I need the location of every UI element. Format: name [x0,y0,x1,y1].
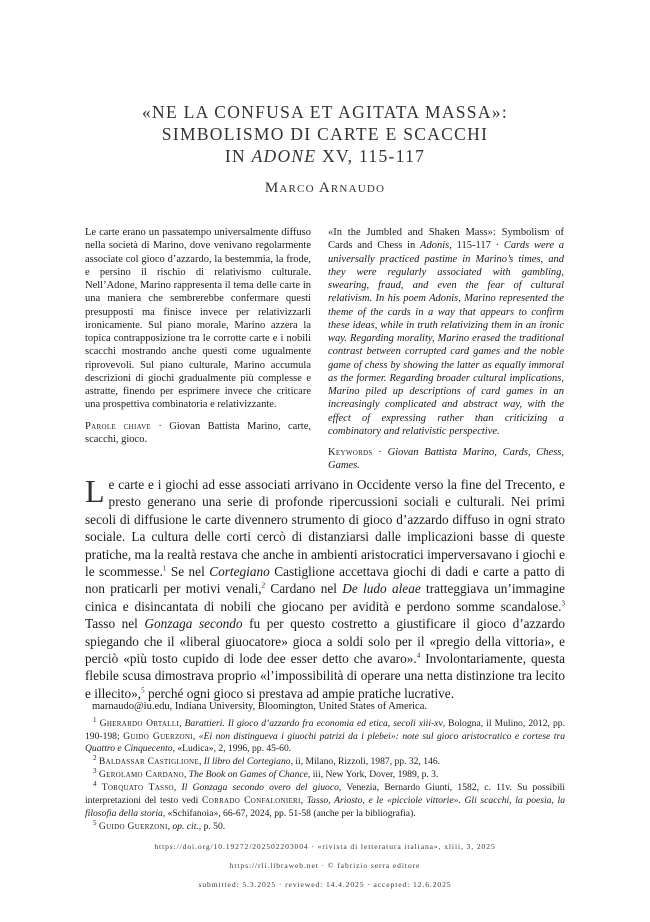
abstract-italian [85,226,311,446]
footnote-ref-3[interactable]: 3 [561,599,565,608]
abstract-english [328,226,564,473]
author-name: Marco Arnaudo [264,180,386,196]
footnote-1 [85,715,566,756]
title-line-3 [0,145,650,167]
footnote-number-5: 5 [93,818,97,827]
footnote-title: The Book on Games of Chance [188,769,308,781]
footnote-author: Guido Guerzoni [98,820,168,832]
footnote-title: op. cit. [172,820,199,832]
title-line-2: SIMBOLISMO DI CARTE E SCACCHI [161,124,489,144]
body-text-5: tratteggiava un’immagine cinica e disincantata di nobili che giocano per avidità e perdono somme scandalose. [85,581,565,614]
body-title-de-ludo-aleae: De ludo aleae [342,581,421,597]
footer-website-line[interactable]: https://rli.libraweb.net · © fabrizio serra editore [229,861,421,870]
title-work-name: ADONE [251,146,317,166]
abstract-italian-text: Le carte erano un passatempo universalmente diffuso nella società di Marino, dove venivano regolarmente associate col gioco d’azzardo, la bestemmia, la frode, e persino il rischio di relativismo culturale. Nell’Adone, Marino rappresenta il tema delle carte in una maniera che sembrerebbe confermare questi presupposti ma finisce invece per relativizzarli ironicamente. Sul piano morale, Marino azzera la topica contrapposizione tra le corrotte carte e i nobili scacchi mostrando anche questi come ugualmente riprovevoli. Sul piano culturale, Marino accumula descrizioni di giochi gradualmente più complesse e astratte, finendo per esprimere invece che criticare una prospettiva combinatoria e relativizzante. [85,227,311,411]
footnote-author: Torquato Tasso [101,782,174,794]
footnote-ref-4[interactable]: 4 [416,651,421,660]
title-line-1: «NE LA CONFUSA ET AGITATA MASSA»: [141,102,508,122]
footnote-sep: , [179,718,185,729]
footnote-details: , Venezia, Bernardo Giunti, 1582, c. 11v. Su possibili interpretazioni del testo vedi [85,782,565,807]
footnote-sep: , [167,820,173,832]
body-title-cortegiano: Cortegiano [209,564,270,580]
body-text-9: perché ogni gioco si prestava ad ampie pratiche lucrative. [144,685,455,701]
article-title [0,101,650,167]
footnote-4 [85,782,565,820]
footnote-author: Corrado Confalonieri [202,795,301,807]
footnote-5 [85,818,565,834]
footnote-2 [85,756,565,769]
footnote-sep: , [173,782,182,794]
footer-doi-line[interactable]: https://doi.org/10.19272/202502203004 · «rivista di letteratura italiana», xliii, 3, 2025 [154,842,496,851]
drop-cap: L [85,473,105,509]
footnote-author: Gerolamo Cardano [98,769,184,781]
footnote-number-4: 4 [93,780,97,789]
footnote-details: , «Schifanoia», 66-67, 2024, pp. 51-58 (anche per la bibliografia). [162,807,416,819]
footnotes [85,715,566,834]
keywords-english-text: Giovan Battista Marino, Cards, Chess, Games. [328,447,565,472]
abstract-english-text: Cards were a universally practiced pastime in Marino’s times, and they were regularly associated with gambling, swearing, fraud, and even the fear of cultural relativism. In his poem Adonis, Marino represented the theme of the cards in a way that appears to confirm these ideas, while in truth relativizing them in an ironic way. Regarding morality, Marino erased the traditional contrast between corrupted card games and the noble game of chess by showing the latter as equally immoral as the former. Regarding broader cultural implications, Marino piled up descriptions of card games in an increasingly complicated and abstract way, with the effect of expressing rather than criticizing a combinatory and relativistic perspective. [328,240,565,437]
footnote-details: , ii, Milano, Rizzoli, 1987, pp. 32, 146. [290,756,441,768]
title-line-3-pre: IN [224,146,252,166]
abstract-english-block [328,226,564,438]
body-text-1: e carte e i giochi ad esse associati arrivano in Occidente verso la fine del Trecento, e presto generano una serie di profonde ripercussioni sociali e culturali. Nei primi secoli di diffusione le carte divennero strumento di gioco d’azzardo diffuso in ogni strato sociale. La cultura delle corti cercò di distanziarsi dalle implicazioni basse di queste pratiche, ma la realtà restava che anche in ambienti aristocratici imperversavano i giochi e le scommesse. [85,477,565,580]
footnote-author: Guido Guerzoni [123,730,193,742]
footnote-details: , «Ludica», 2, 1996, pp. 45-60. [172,743,292,755]
body-text-3: Castiglione accettava giochi di dadi e carte a patto di non praticarli per motivi venali, [85,564,565,597]
keywords-english-label: Keywords [328,447,373,458]
footnote-author: Baldassar Castiglione [98,756,199,768]
body-text-7: fu per questo costretto a giustificare il gioco d’azzardo spiegando che il «liberal giuocatore» gioca a soldi solo per il «pregio della vittoria», e perciò «più tosto cupido di lode dee esser detto che avaro». [85,616,565,667]
footnote-details: , iii, New York, Dover, 1989, p. 3. [307,769,439,781]
footnote-title: «Ei non distingueva i giuochi patrizi da i plebei»: note sul gioco aristocratico e cortese tra Quattro e Cinquecento [85,730,566,755]
footnote-ref-1[interactable]: 1 [162,564,167,573]
keywords-italian-sep: · [151,420,170,432]
footnote-3 [85,769,565,782]
abstract-english-title-post: , 115-117 · [449,240,504,252]
footnote-details: , p. 50. [198,820,226,832]
footnote-title: Il Gonzaga secondo overo del giuoco [181,782,339,794]
title-line-3-post: XV, 115-117 [316,146,426,166]
keywords-italian-label: Parole chiave [85,420,151,432]
footnote-sep: , [300,795,307,807]
keywords-italian [85,420,311,447]
abstract-english-title: «In the Jumbled and Shaken Mass»: Symbolism of Cards and Chess in [328,227,564,252]
body-text-2: Se nel [166,564,210,580]
footnote-title: Il libro del Cortegiano [203,756,291,768]
body-text-4: Cardano nel [265,581,343,597]
footnote-ref-2[interactable]: 2 [261,582,266,591]
abstract-english-title-work: Adonis [420,240,450,252]
keywords-english [328,446,564,473]
author-affiliation: marnaudo@iu.edu, Indiana University, Bloomington, United States of America. [92,701,428,712]
footnote-number-1: 1 [93,715,97,724]
keywords-italian-text: Giovan Battista Marino, carte, scacchi, gioco. [85,420,311,445]
footnote-sep: , [184,769,189,781]
footnote-details: , Bologna, il Mulino, 2012, pp. 190-198; [85,718,565,742]
footnote-title: Tasso, Ariosto, e le «picciole vittorie». Gli scacchi, la poesia, la filosofia della storia [85,795,566,819]
keywords-english-sep: · [372,447,388,458]
footer-dates-line: submitted: 5.3.2025 · reviewed: 14.4.2025 · accepted: 12.6.2025 [198,880,452,889]
footnote-title: Barattieri. Il gioco d’azzardo fra economia ed etica, secoli xiii-xv [184,718,443,729]
body-text-6: Tasso nel [85,616,145,632]
footnote-sep: , [192,730,199,742]
main-text [85,473,566,702]
footnote-number-2: 2 [93,754,97,763]
body-text-8: Involontariamente, questa flebile scusa dimostrava proprio «l’impossibilità di operare una netta distinzione tra lecito e illecito», [85,651,566,701]
footnote-ref-5[interactable]: 5 [141,686,145,695]
footnote-author: Gherardo Ortalli [99,718,180,729]
footnote-number-3: 3 [93,767,97,776]
body-title-gonzaga-secondo: Gonzaga secondo [144,616,243,632]
footnote-sep: , [198,756,204,768]
